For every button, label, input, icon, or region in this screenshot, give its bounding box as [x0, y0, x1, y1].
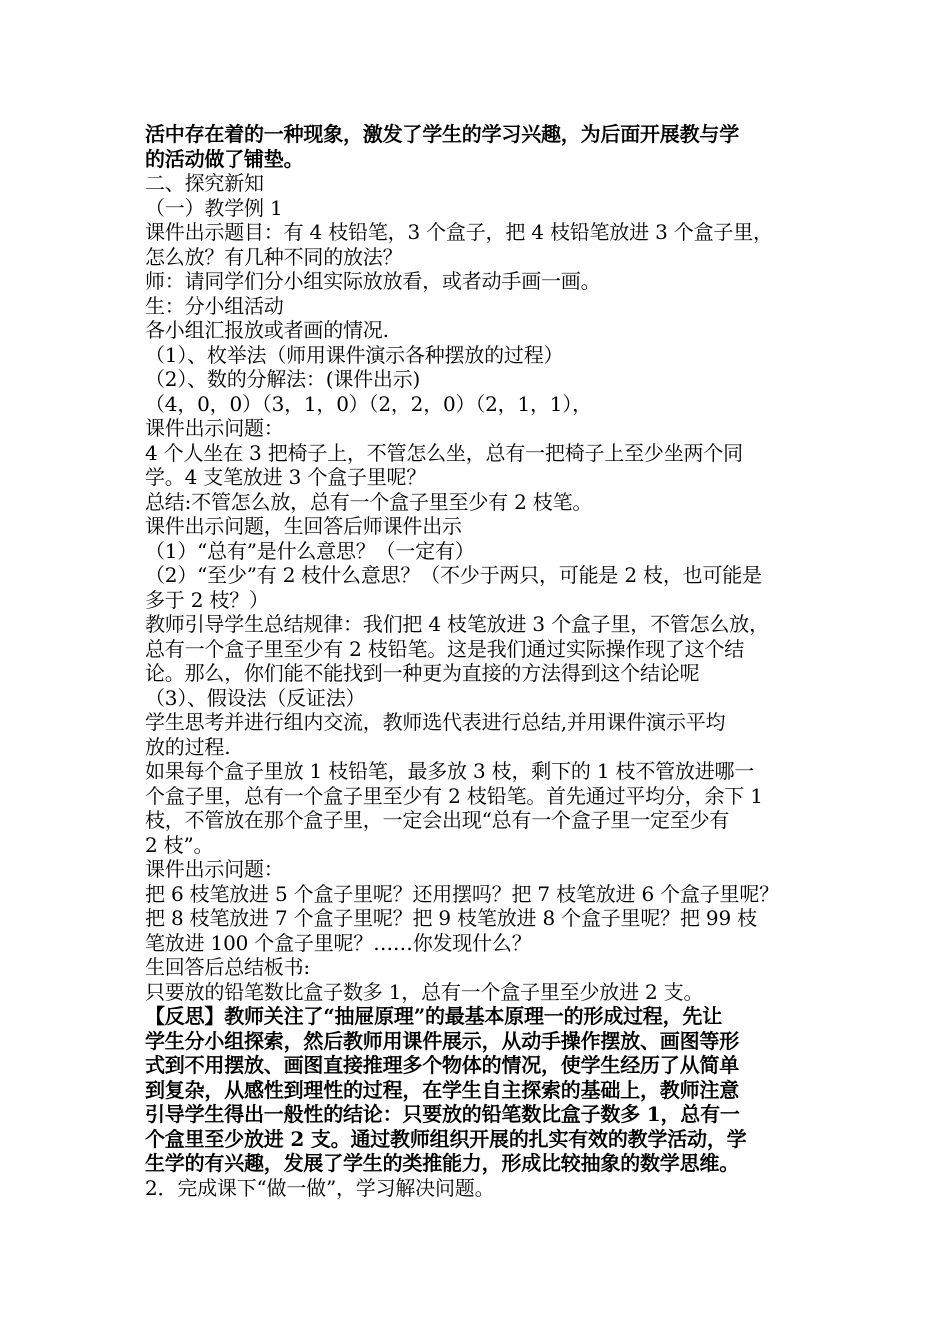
- text-line: 枝，不管放在那个盒子里，一定会出现“总有一个盒子里一定至少有: [145, 808, 730, 832]
- bold-text-line: 引导学生得出一般性的结论：只要放的铅笔数比盒子数多 1，总有一: [145, 1102, 740, 1126]
- text-line: 学。4 支笔放进 3 个盒子里呢？: [145, 465, 427, 489]
- bold-text-line: 学生分小组探索，然后教师用课件展示，从动手操作摆放、画图等形: [145, 1028, 739, 1053]
- text-line: 2．完成课下“做一做”，学习解决问题。: [145, 1175, 495, 1200]
- text-line: 生回答后总结板书:: [145, 955, 310, 979]
- text-line: 2 枝”。: [145, 832, 214, 857]
- text-line: （2）“至少”有 2 枝什么意思？（不少于两只，可能是 2 枝，也可能是: [145, 563, 762, 587]
- text-line: （1）、枚举法（师用课件演示各种摆放的过程）: [145, 342, 564, 367]
- text-line: （3）、假设法（反证法）: [145, 685, 366, 710]
- text-line: 课件出示题目：有 4 枝铅笔，3 个盒子，把 4 枝铅笔放进 3 个盒子里，: [145, 220, 773, 244]
- text-line: 总结:不管怎么放，总有一个盒子里至少有 2 枝笔。: [145, 489, 593, 514]
- text-line: 笔放进 100 个盒子里呢？……你发现什么？: [145, 930, 532, 955]
- text-line: 把 6 枝笔放进 5 个盒子里呢？还用摆吗？把 7 枝笔放进 6 个盒子里呢？: [145, 881, 779, 906]
- text-line: （一）教学例 1: [145, 195, 283, 220]
- text-line: （4，0，0）（3，1，0）（2，2，0）（2，1，1），: [145, 391, 592, 416]
- document-page: [145, 122, 813, 1200]
- text-line: 只要放的铅笔数比盒子数多 1，总有一个盒子里至少放进 2 支。: [145, 979, 704, 1004]
- bold-text-line: 生学的有兴趣，发展了学生的类推能力，形成比较抽象的数学思维。: [145, 1151, 739, 1175]
- text-line: 学生思考并进行组内交流，教师选代表进行总结,并用课件演示平均: [145, 710, 726, 734]
- bold-text-line: 个盒里至少放进 2 支。通过教师组织开展的扎实有效的教学活动，学: [145, 1126, 747, 1151]
- text-line: 师：请同学们分小组实际放放看，或者动手画一画。: [145, 269, 601, 293]
- text-line: 教师引导学生总结规律：我们把 4 枝笔放进 3 个盒子里，不管怎么放，: [145, 612, 769, 636]
- text-line: 多于 2 枝？）: [145, 587, 269, 612]
- text-line: 课件出示问题，生回答后师课件出示: [145, 514, 462, 538]
- text-line: 论。那么，你们能不能找到一种更为直接的方法得到这个结论呢: [145, 661, 700, 685]
- text-line: （1）“总有”是什么意思？（一定有）: [145, 538, 475, 563]
- text-line: 4 个人坐在 3 把椅子上，不管怎么坐，总有一把椅子上至少坐两个同: [145, 440, 743, 465]
- text-line: 课件出示问题：: [145, 857, 284, 881]
- bold-text-line: 的活动做了铺垫。: [145, 146, 304, 171]
- text-line: 怎么放？有几种不同的放法？: [145, 244, 403, 269]
- text-line: 个盒子里，总有一个盒子里至少有 2 枝铅笔。首先通过平均分，余下 1: [145, 783, 763, 808]
- bold-text-line: 到复杂，从感性到理性的过程，在学生自主探索的基础上，教师注意: [145, 1077, 739, 1102]
- bold-text-line: 【反思】教师关注了“抽屉原理”的最基本原理一的形成过程，先让: [145, 1004, 723, 1028]
- bold-text-line: 活中存在着的一种现象，激发了学生的学习兴趣，为后面开展教与学: [145, 122, 739, 146]
- text-line: （2）、数的分解法：(课件出示): [145, 367, 421, 391]
- text-line: 二、探究新知: [145, 171, 264, 195]
- text-line: 如果每个盒子里放 1 枝铅笔，最多放 3 枝，剩下的 1 枝不管放进哪一: [145, 759, 755, 783]
- text-line: 生：分小组活动: [145, 293, 284, 318]
- text-line: 课件出示问题：: [145, 416, 284, 440]
- text-line: 放的过程.: [145, 734, 231, 759]
- bold-text-line: 式到不用摆放、画图直接推理多个物体的情况，使学生经历了从简单: [145, 1053, 739, 1077]
- text-line: 各小组汇报放或者画的情况.: [145, 318, 389, 342]
- text-line: 把 8 枝笔放进 7 个盒子里呢？把 9 枝笔放进 8 个盒子里呢？把 99 枝: [145, 906, 757, 930]
- text-line: 总有一个盒子里至少有 2 枝铅笔。这是我们通过实际操作现了这个结: [145, 636, 745, 661]
